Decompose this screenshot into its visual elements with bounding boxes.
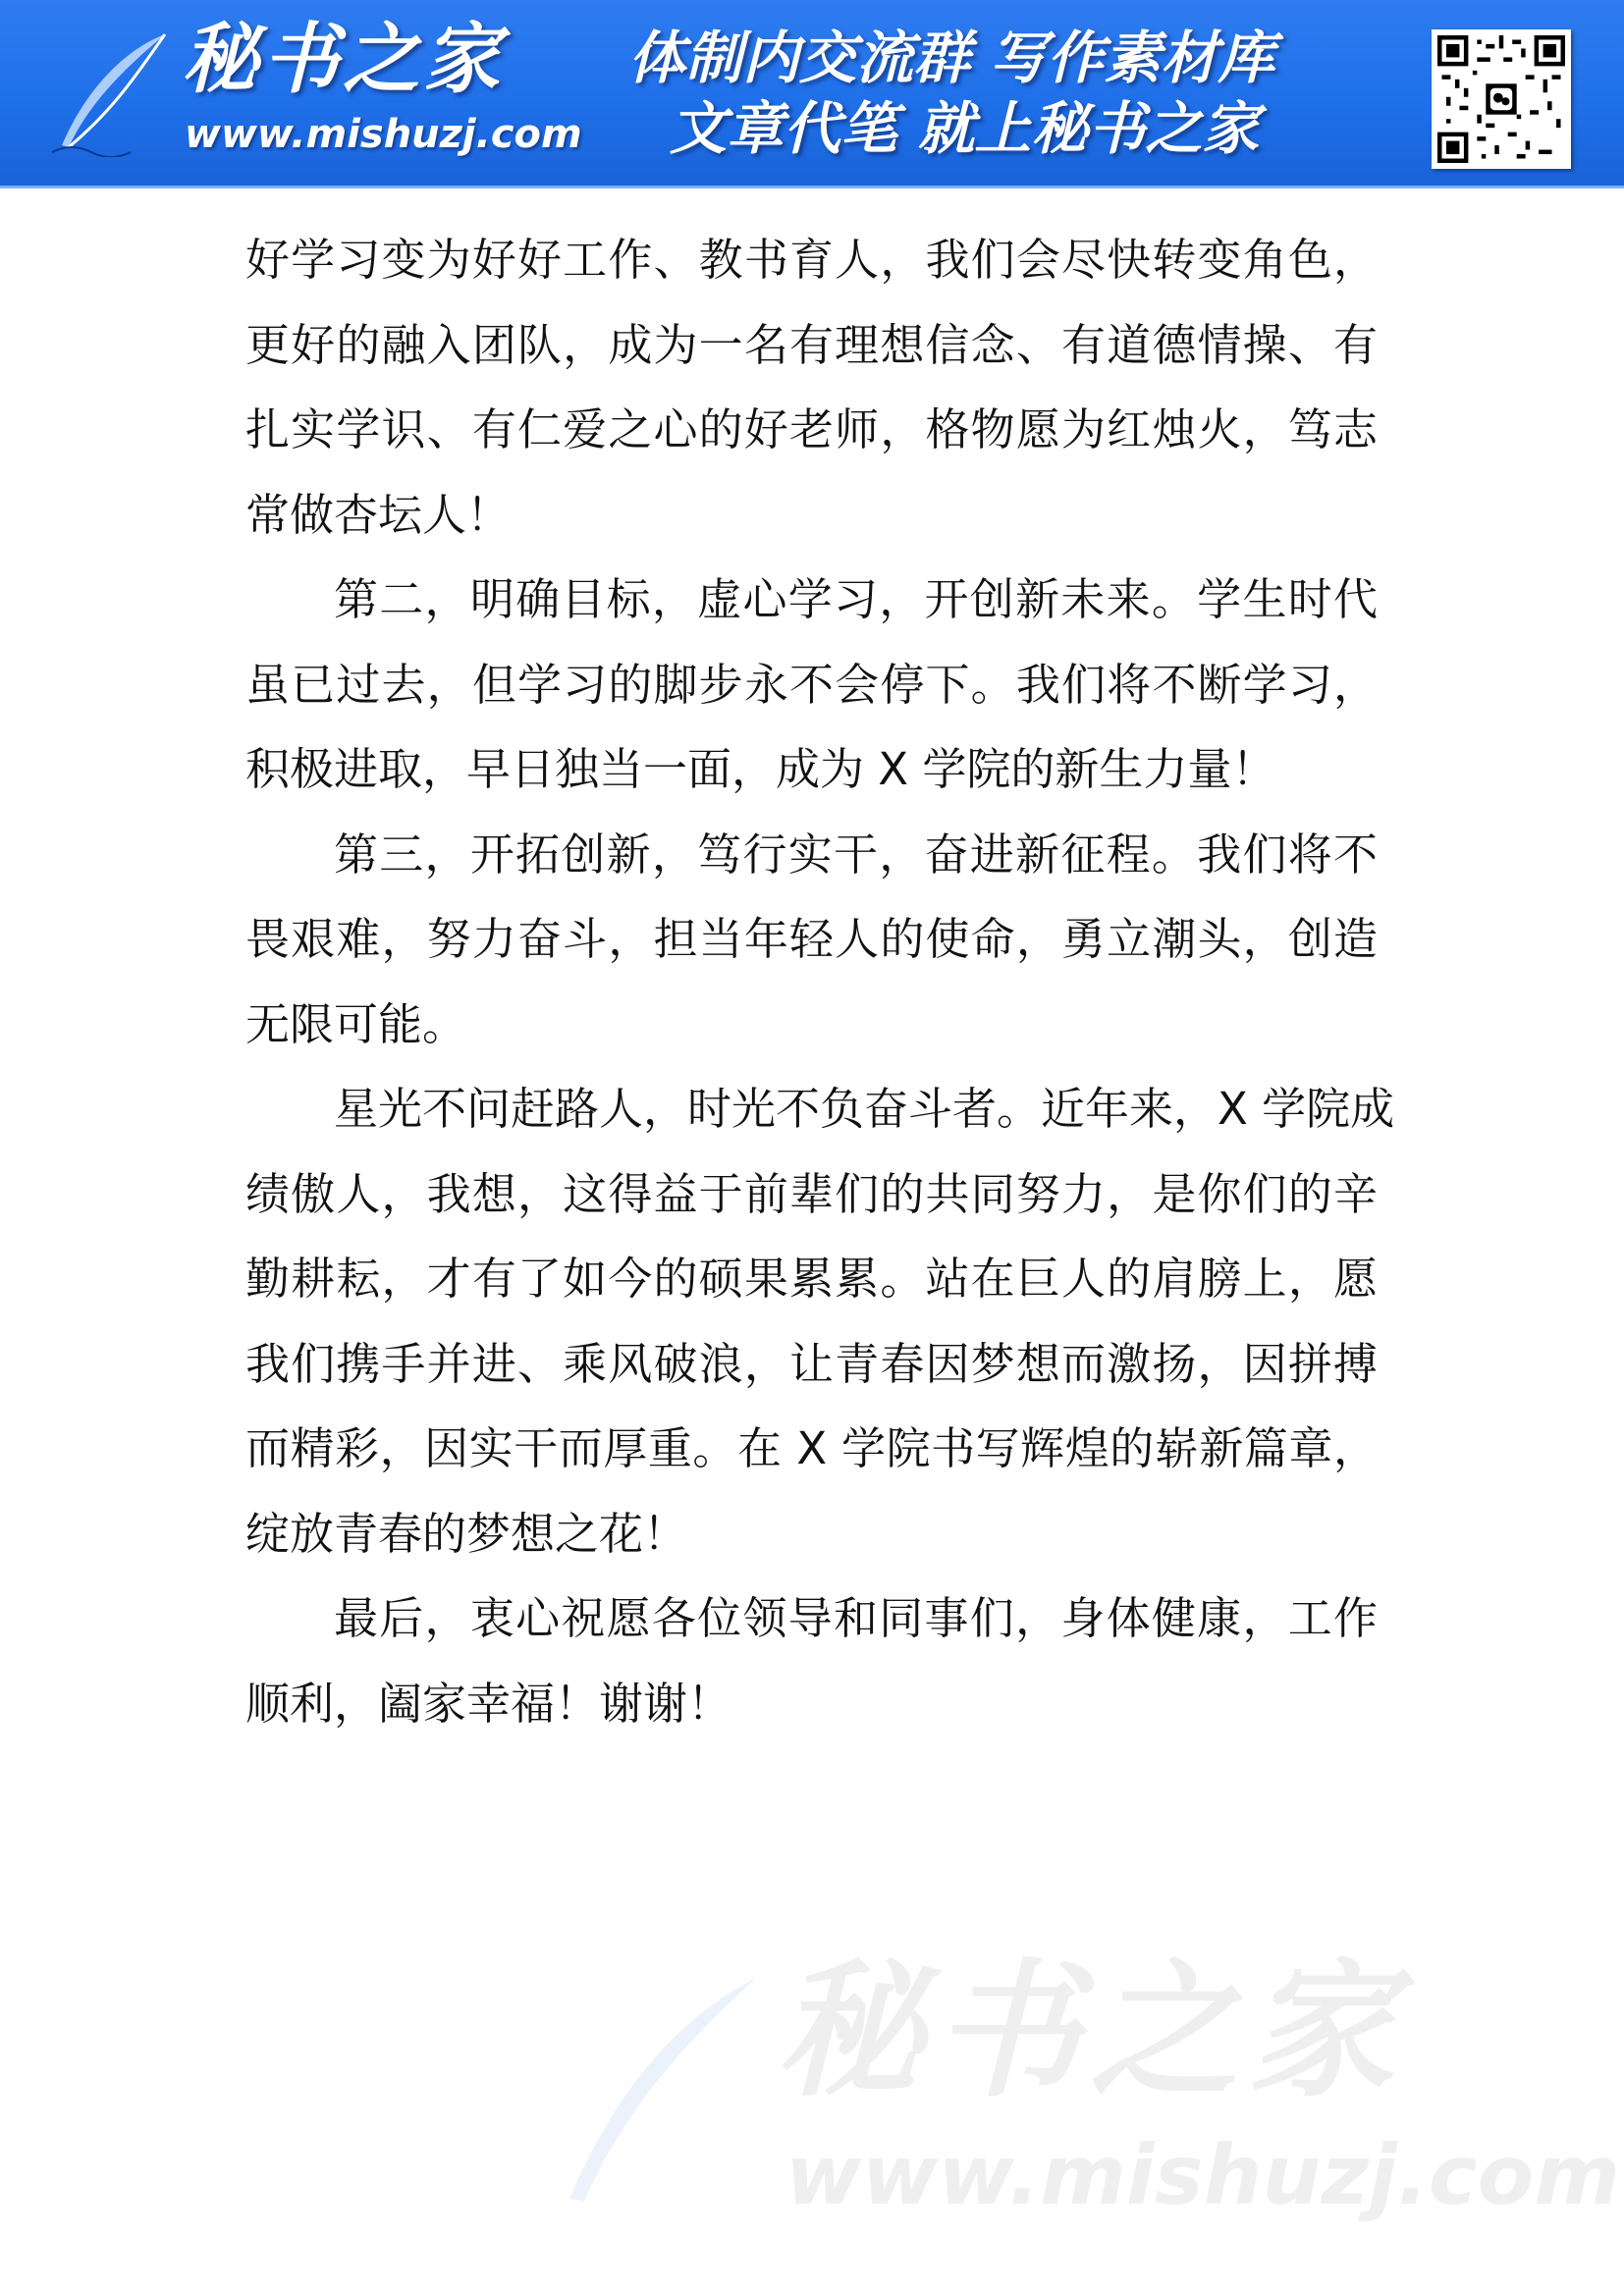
text-line: 常做杏坛人！ (245, 488, 512, 541)
text-line: 更好的融入团队，成为一名有理想信念、有道德情操、有 (245, 318, 1378, 371)
text-line: 第二，明确目标，虚心学习，开创新未来。学生时代 (334, 573, 1378, 625)
slogan-line-1: 体制内交流群 写作素材库 (628, 25, 1275, 91)
watermark (550, 1947, 1620, 2228)
watermark-url: www.mishuzj.com (785, 2127, 1620, 2223)
qr-code (1432, 29, 1571, 169)
text-line: 扎实学识、有仁爱之心的好老师，格物愿为红烛火，笃志 (245, 403, 1378, 455)
quill-logo-icon (47, 29, 175, 157)
text-line: 绽放青春的梦想之花！ (245, 1507, 688, 1560)
logo-url: www.mishuzj.com (185, 112, 582, 157)
text-line: 绩傲人，我想，这得益于前辈们的共同努力，是你们的辛 (245, 1167, 1378, 1220)
document-body (245, 218, 1395, 1746)
text-line: 积极进取，早日独当一面，成为 X 学院的新生力量！ (245, 743, 1276, 795)
text-line: 好学习变为好好工作、教书育人，我们会尽快转变角色， (245, 234, 1378, 286)
text-line: 星光不问赶路人，时光不负奋斗者。近年来，X 学院成 (334, 1083, 1395, 1135)
text-line: 虽已过去，但学习的脚步永不会停下。我们将不断学习， (245, 658, 1378, 711)
text-line: 勤耕耘，才有了如今的硕果累累。站在巨人的肩膀上，愿 (245, 1253, 1378, 1305)
text-line: 而精彩，因实干而厚重。在 X 学院书写辉煌的崭新篇章， (245, 1422, 1378, 1474)
text-line: 第三，开拓创新，笃行实干，奋进新征程。我们将不 (334, 828, 1378, 881)
text-line: 我们携手并进、乘风破浪，让青春因梦想而激扬，因拼搏 (245, 1337, 1378, 1390)
slogan-line-2: 文章代笔 就上秘书之家 (670, 95, 1260, 162)
text-line: 最后，衷心祝愿各位领导和同事们，身体健康，工作 (334, 1592, 1378, 1644)
text-line: 畏艰难，努力奋斗，担当年轻人的使命，勇立潮头，创造 (245, 913, 1378, 965)
text-line: 顺利，阖家幸福！谢谢！ (245, 1677, 732, 1730)
logo-title: 秘书之家 (182, 16, 505, 104)
header-banner (0, 0, 1624, 188)
watermark-title: 秘书之家 (776, 1947, 1405, 2117)
watermark-quill-icon (550, 1973, 766, 2209)
text-line: 无限可能。 (245, 997, 467, 1050)
qr-code-icon (1437, 35, 1565, 163)
